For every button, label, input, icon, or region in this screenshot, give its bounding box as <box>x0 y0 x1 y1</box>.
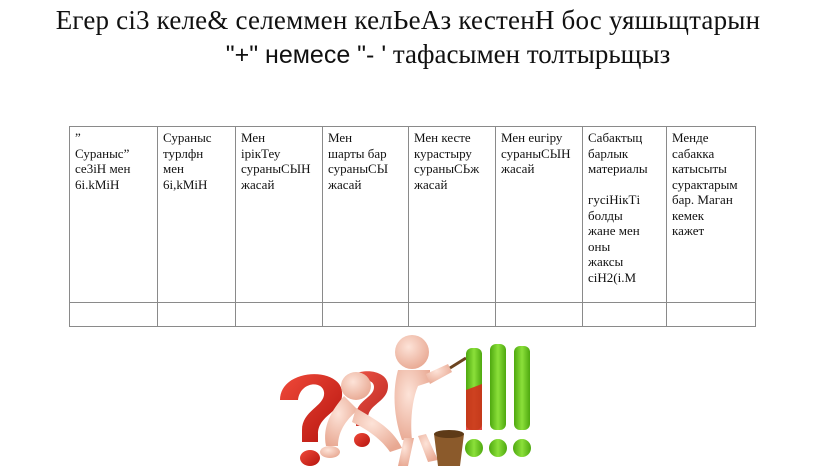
answer-cell[interactable] <box>323 303 409 327</box>
heading-line-2-symbols: "+" немесе "- ' <box>225 41 387 69</box>
header-cell: Сураныс турлфн мен 6і,kМіН <box>158 127 236 303</box>
answer-cell[interactable] <box>236 303 323 327</box>
header-cell: Мен еuгіру сураныСЫН жасай <box>496 127 583 303</box>
header-cell: Мен шарты бар сураныСЫ жасай <box>323 127 409 303</box>
heading-line-1: Егер сі3 келе& селеммен келЬеАз кестенН бос уяшьщтарын <box>55 5 761 35</box>
header-cell: Менде сабакка катысыты сурактарым бар. Маган кемек кажет <box>667 127 756 303</box>
table-header-row <box>70 127 756 303</box>
header-cell: ” Сураныс” се3іН мен 6і.kМіН <box>70 127 158 303</box>
answer-cell[interactable] <box>496 303 583 327</box>
answer-cell[interactable] <box>70 303 158 327</box>
table-row <box>70 303 756 327</box>
answer-cell[interactable] <box>667 303 756 327</box>
answer-cell[interactable] <box>158 303 236 327</box>
heading-line-2-text: тафасымен толтырьщыз <box>386 39 671 69</box>
header-cell: Сабактыц барлык материалы гусіНікТі болды жане мен оны жаксы сіН2(і.М <box>583 127 667 303</box>
answer-cell[interactable] <box>583 303 667 327</box>
heading-line-2 <box>40 38 816 71</box>
header-cell: Мен кесте курастыру сураныСЬж жасай <box>409 127 496 303</box>
header-cell: Мен ірікТеу сураныСЫН жасай <box>236 127 323 303</box>
exclamation-mark <box>514 346 530 430</box>
self-assessment-table <box>69 126 756 327</box>
paint-bucket <box>434 434 464 466</box>
question-exclamation-figures-icon <box>252 330 552 471</box>
answer-cell[interactable] <box>409 303 496 327</box>
exclamation-mark <box>490 344 506 430</box>
